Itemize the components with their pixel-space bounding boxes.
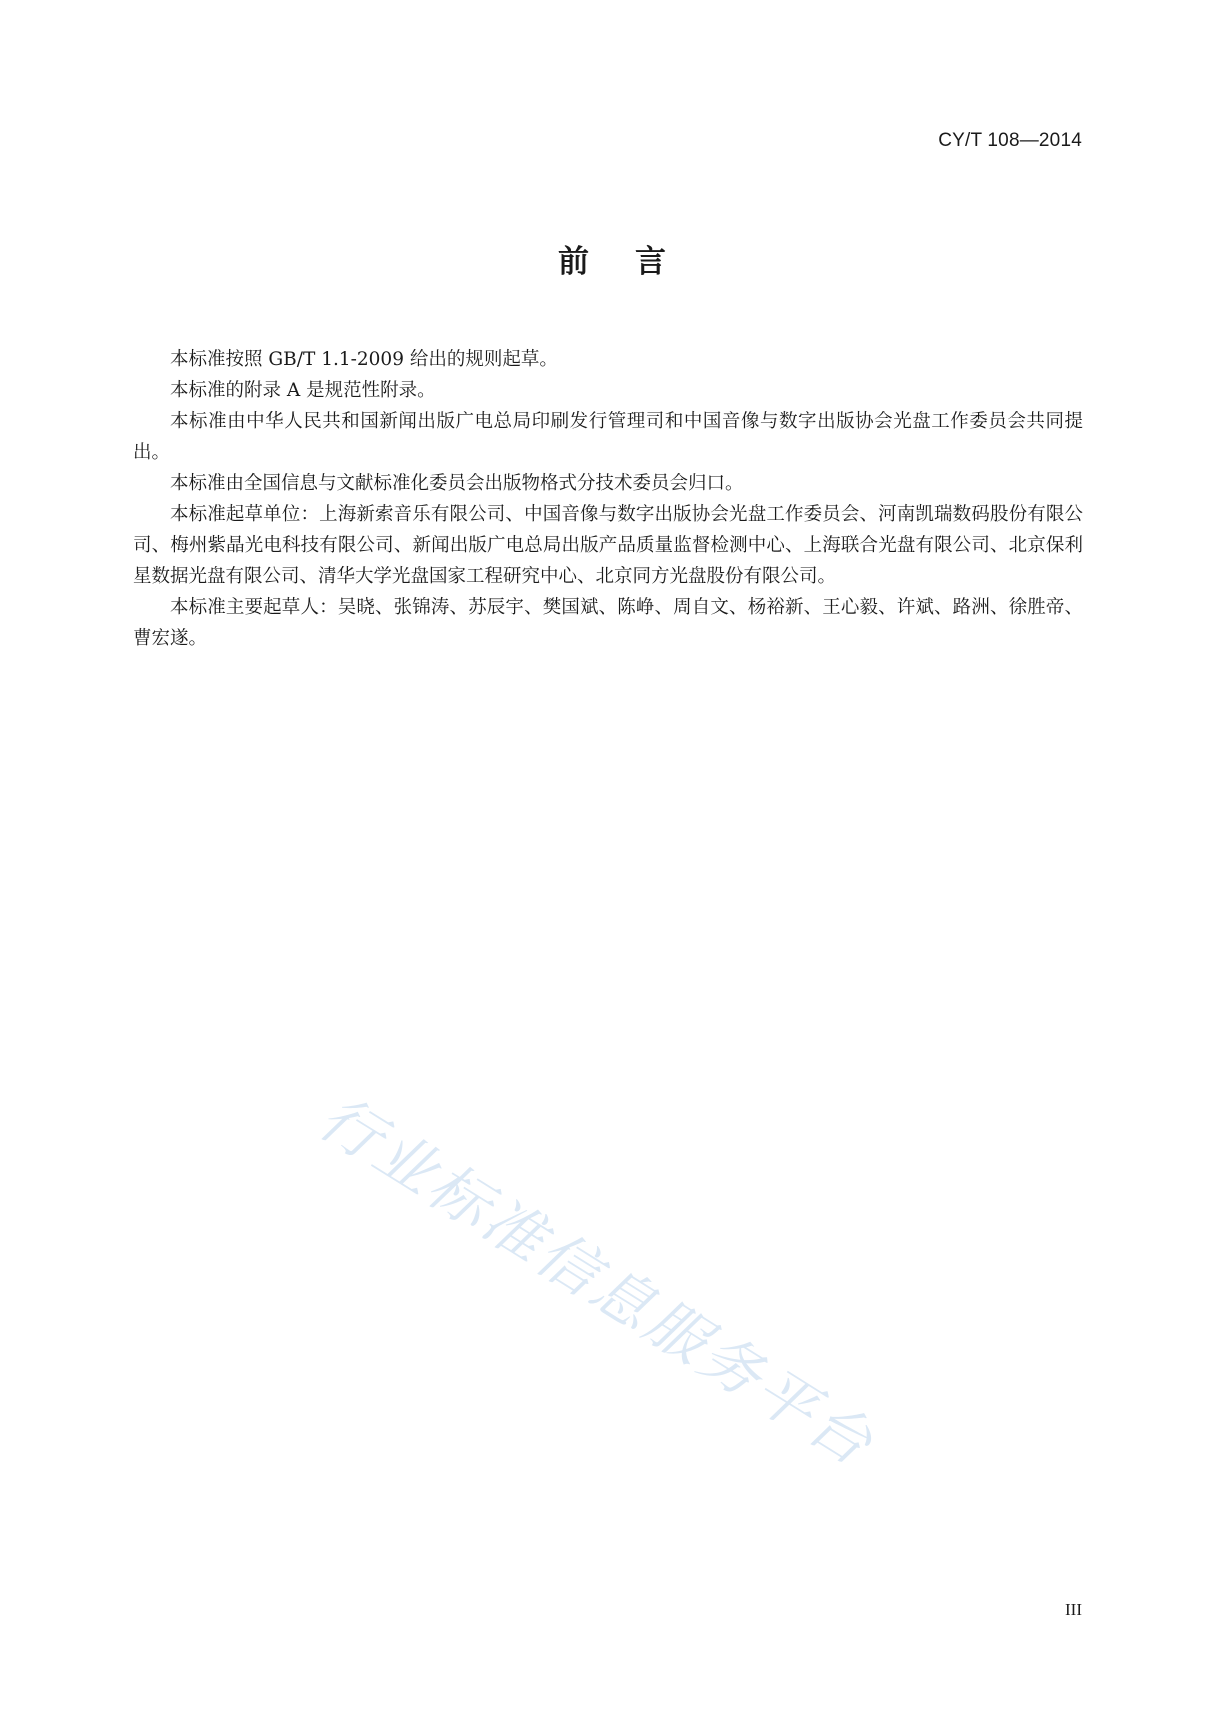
- page-number: III: [1065, 1600, 1082, 1619]
- watermark: 行业标准信息服务平台: [306, 1082, 887, 1482]
- paragraph-drafting-units: 本标准起草单位：上海新索音乐有限公司、中国音像与数字出版协会光盘工作委员会、河南凯瑞数码股份有限公司、梅州紫晶光电科技有限公司、新闻出版广电总局出版产品质量监督检测中心、上海联合光盘有限公司、北京保利星数据光盘有限公司、清华大学光盘国家工程研究中心、北京同方光盘股份有限公司。: [133, 504, 1083, 587]
- paragraph-administration: 本标准由全国信息与文献标准化委员会出版物格式分技术委员会归口。: [170, 473, 744, 494]
- paragraph-appendix: 本标准的附录 A 是规范性附录。: [170, 380, 436, 401]
- page-title: 前言: [558, 244, 712, 280]
- standard-code: CY/T 108—2014: [938, 130, 1082, 151]
- paragraph-proposers: 本标准由中华人民共和国新闻出版广电总局印刷发行管理司和中国音像与数字出版协会光盘工作委员会共同提出。: [133, 411, 1083, 463]
- paragraph-drafters: 本标准主要起草人：吴晓、张锦涛、苏辰宇、樊国斌、陈峥、周自文、杨裕新、王心毅、许斌、路洲、徐胜帝、曹宏遂。: [133, 597, 1083, 649]
- paragraph-drafting-rules: 本标准按照 GB/T 1.1-2009 给出的规则起草。: [170, 349, 558, 370]
- foreword-body: [133, 344, 1083, 654]
